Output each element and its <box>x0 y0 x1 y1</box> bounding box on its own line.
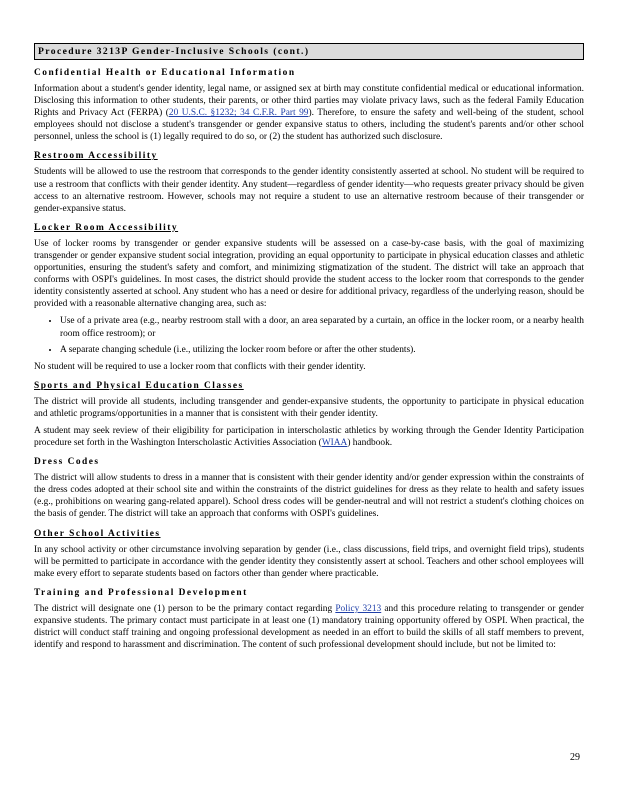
wiaa-link[interactable]: WIAA <box>321 438 348 449</box>
heading-dress-codes: Dress Codes <box>34 457 100 468</box>
paragraph-confidential-information: Information about a student's gender identity, legal name, or assigned sex at birth may constitute confidential medical or educational information. Disclosing this information to other students, their parents, or other third parties may violate privacy laws, such as the federal Family Education Rights and Privacy Act (FERPA) (20 U.S.C. §1232; 34 C.F.R. Part 99). Therefore, to ensure the safety and well-being of the student, school employees should not disclose a student's transgender or gender expansive status to others, including the student's parents and/or other school personnel, unless the school is (1) legally required to do so, or (2) the student has authorized such disclosure. <box>34 84 585 143</box>
paragraph-locker-room-no-requirement: No student will be required to use a locker room that conflicts with their gender identity. <box>34 361 366 372</box>
document-page <box>34 43 584 656</box>
page-number: 29 <box>570 752 580 763</box>
heading-training-professional-development: Training and Professional Development <box>34 587 248 598</box>
heading-restroom-accessibility: Restroom Accessibility <box>34 151 158 162</box>
procedure-banner: Procedure 3213P Gender-Inclusive Schools (cont.) <box>34 43 584 60</box>
list-item: • A separate changing schedule (i.e., utilizing the locker room before or after the other students). <box>60 344 584 356</box>
heading-sports-physical-education: Sports and Physical Education Classes <box>34 380 244 391</box>
ferpa-citation-link[interactable]: 20 U.S.C. §1232; 34 C.F.R. Part 99 <box>168 108 309 119</box>
policy-3213-link[interactable]: Policy 3213 <box>335 603 382 614</box>
heading-other-school-activities: Other School Activities <box>34 528 161 539</box>
paragraph-other-school-activities: In any school activity or other circumstance involving separation by gender (i.e., class discussions, field trips, and overnight field trips), students will be permitted to participate in accordance with the gender identity they consistently assert at school. Teachers and other school employees will make every effort to separate students based on factors other than gender where practicable. <box>34 544 584 579</box>
heading-locker-room-accessibility: Locker Room Accessibility <box>34 222 179 233</box>
paragraph-dress-codes: The district will allow students to dress in a manner that is consistent with their gender identity and/or gender expression within the constraints of the dress codes adopted at their school site and within the constraints of the district guidelines for dress as they relate to health and safety issues (e.g., prohibitions on wearing gang-related apparel). School dress codes will be gender-neutral and will not restrict a student's clothing choices on the basis of gender. The district will take an approach that conforms with OSPI's guidelines. <box>34 473 584 520</box>
list-item: • Use of a private area (e.g., nearby restroom stall with a door, an area separated by a curtain, an office in the locker room, or a nearby health room office restroom); or <box>60 315 584 339</box>
paragraph-sports-participation: The district will provide all students, including transgender and gender-expansive students, the opportunity to participate in physical education and athletic programs/opportunities in a manner that is consistent with their gender identity. <box>34 396 584 419</box>
paragraph-training: The district will designate one (1) person to be the primary contact regarding Policy 3213 and this procedure relating to transgender or gender expansive students. The primary contact must participate in at least one (1) mandatory training opportunity offered by OSPI. When practical, the district will conduct staff training and ongoing professional development as needed in an effort to build the skills of all staff members to prevent, identify and respond to harassment and discrimination. The content of such professional development should include, but not be limited to: <box>34 603 584 651</box>
paragraph-restroom-accessibility: Students will be allowed to use the restroom that corresponds to the gender identity consistently asserted at school. No student will be required to use a restroom that conflicts with their gender identity. Any student—regardless of gender identity—who requests greater privacy should be given access to an alternative restroom. However, schools may not require a student to use an alternative restroom because of their transgender or gender-expansive status. <box>34 167 584 214</box>
paragraph-sports-eligibility: A student may seek review of their eligibility for participation in interscholastic athletics by working through the Gender Identity Participation procedure set forth in the Washington Interscholastic Activities Association (WIAA) handbook. <box>34 425 584 449</box>
locker-room-options-list <box>34 315 584 355</box>
paragraph-locker-room-accessibility: Use of locker rooms by transgender or gender expansive students will be assessed on a case-by-case basis, with the goal of maximizing transgender or gender expansive student social integration, providing an equal opportunity to participate in physical education classes and athletic opportunities, ensuring the student's safety and comfort, and minimizing stigmatization of the student. The district will take an approach that conforms with OSPI's guidelines. In most cases, the district should provide the student access to the locker room that corresponds to the gender identity consistently asserted at school. Any student who has a need or desire for additional privacy, regardless of the underlying reason, should be provided with a reasonable alternative changing area, such as: <box>34 238 584 310</box>
heading-confidential-information: Confidential Health or Educational Information <box>34 68 296 78</box>
